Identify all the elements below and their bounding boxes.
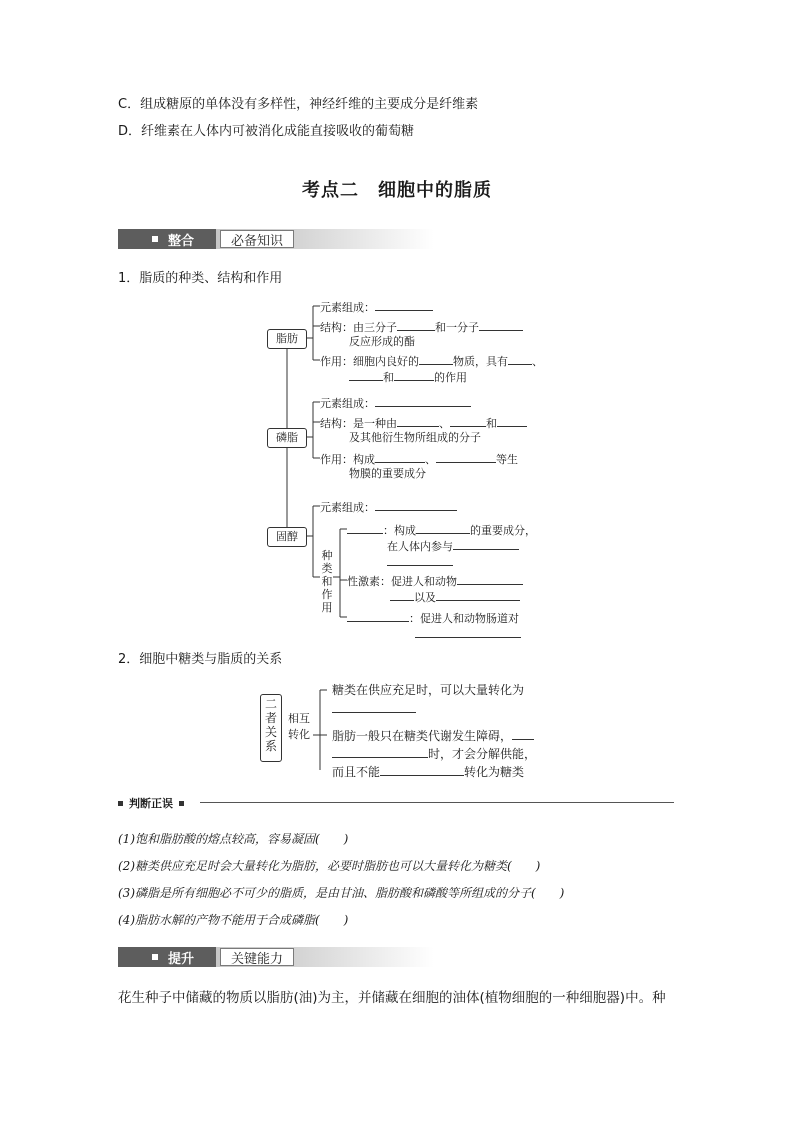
- fat-element: 元素组成：: [320, 298, 433, 316]
- sterol-kind1-line2: 在人体内参与: [387, 537, 519, 555]
- sterol-kind1-line3: [387, 553, 453, 571]
- phos-function-line2: 物膜的重要成分: [349, 467, 426, 480]
- banner-sub-label: 必备知识: [220, 230, 294, 248]
- answer-blank: [375, 498, 457, 511]
- answer-blank: [332, 700, 416, 713]
- answer-blank: [512, 727, 534, 740]
- judge-item: (3)磷脂是所有细胞必不可少的脂质，是由甘油、脂肪酸和磷酸等所组成的分子( ): [118, 886, 565, 900]
- judge-header: 判断正误: [118, 795, 184, 811]
- phos-structure-line2: 及其他衍生物所组成的分子: [349, 431, 481, 444]
- phos-structure-line1: 结构：是一种由 、 和: [320, 414, 527, 432]
- option-d: D．纤维素在人体内可被消化成能直接吸收的葡萄糖: [118, 124, 415, 139]
- sterol-sex-hormone-line2: 以及: [390, 588, 520, 606]
- heading-sugar-lipid-relation: 2．细胞中糖类与脂质的关系: [118, 652, 283, 667]
- node-sterol: 固醇: [267, 527, 307, 547]
- answer-blank: [457, 572, 523, 585]
- option-c: C．组成糖原的单体没有多样性，神经纤维的主要成分是纤维素: [118, 97, 479, 112]
- phos-element: 元素组成：: [320, 394, 471, 412]
- square-icon: [179, 801, 184, 806]
- answer-blank: [375, 298, 433, 311]
- answer-blank: [375, 394, 471, 407]
- banner-sub-label: 关键能力: [220, 948, 294, 966]
- banner-main-label: 提升: [168, 951, 195, 967]
- judge-item: (2)糖类供应充足时会大量转化为脂肪，必要时脂肪也可以大量转化为糖类( ): [118, 859, 541, 873]
- section-banner-improve: [118, 947, 434, 967]
- banner-main-label: 整合: [168, 233, 195, 249]
- answer-blank: [415, 625, 521, 638]
- section-title: 考点二 细胞中的脂质: [302, 180, 492, 201]
- node-phospholipid: 磷脂: [267, 428, 307, 448]
- sterol-vd-line1: ：促进人和动物肠道对: [347, 609, 519, 627]
- fat-structure-line1: 结构：由三分子 和一分子: [320, 318, 523, 336]
- judge-divider: [200, 802, 674, 803]
- answer-blank: [397, 318, 435, 331]
- sterol-kind1-line1: ：构成 的重要成分，: [347, 521, 536, 539]
- answer-blank: [450, 414, 486, 427]
- node-fat: 脂肪: [267, 329, 307, 349]
- answer-blank: [390, 588, 414, 601]
- fat-structure-line2: 反应形成的酯: [349, 335, 415, 348]
- square-icon: [118, 801, 123, 806]
- answer-blank: [436, 450, 496, 463]
- answer-blank: [508, 352, 532, 365]
- relation-line4: 而且不能 转化为糖类: [332, 765, 525, 779]
- judge-item: (1)饱和脂肪酸的熔点较高，容易凝固( ): [118, 832, 349, 846]
- paragraph-peanut: 花生种子中储藏的物质以脂肪(油)为主，并储藏在细胞的油体(植物细胞的一种细胞器)中。种: [118, 990, 666, 1006]
- answer-blank: [394, 368, 434, 381]
- relation-line1-blank: [332, 700, 416, 718]
- answer-blank: [436, 588, 520, 601]
- answer-blank: [332, 745, 428, 758]
- judge-item: (4)脂肪水解的产物不能用于合成磷脂( ): [118, 913, 349, 927]
- relation-line2: 脂肪一般只在糖类代谢发生障碍，: [332, 727, 534, 744]
- answer-blank: [387, 553, 453, 566]
- square-icon: [152, 954, 158, 960]
- fat-function-line2: 和 的作用: [349, 368, 467, 386]
- relation-convert: 转化: [288, 728, 310, 741]
- sterol-kinds-label: 种类和作用: [321, 549, 333, 614]
- relation-line3: 时，才会分解供能，: [332, 745, 536, 762]
- answer-blank: [349, 368, 383, 381]
- answer-blank: [380, 763, 464, 776]
- node-relation: 二者关系: [260, 694, 282, 762]
- relation-mutual: 相互: [288, 712, 310, 725]
- answer-blank: [347, 609, 409, 622]
- heading-lipid-types: 1．脂质的种类、结构和作用: [118, 271, 283, 286]
- answer-blank: [416, 521, 470, 534]
- sterol-vd-line2: [415, 625, 521, 643]
- answer-blank: [397, 414, 439, 427]
- answer-blank: [419, 352, 453, 365]
- sterol-element: 元素组成：: [320, 498, 457, 516]
- relation-line1: 糖类在供应充足时，可以大量转化为: [332, 683, 525, 697]
- sterol-sex-hormone-line1: 性激素：促进人和动物: [347, 572, 523, 590]
- fat-function-line1: 作用：细胞内良好的 物质，具有 、: [320, 352, 543, 370]
- answer-blank: [375, 450, 425, 463]
- answer-blank: [479, 318, 523, 331]
- answer-blank: [453, 537, 519, 550]
- phos-function-line1: 作用：构成 、 等生: [320, 450, 518, 468]
- answer-blank: [347, 521, 383, 534]
- answer-blank: [497, 414, 527, 427]
